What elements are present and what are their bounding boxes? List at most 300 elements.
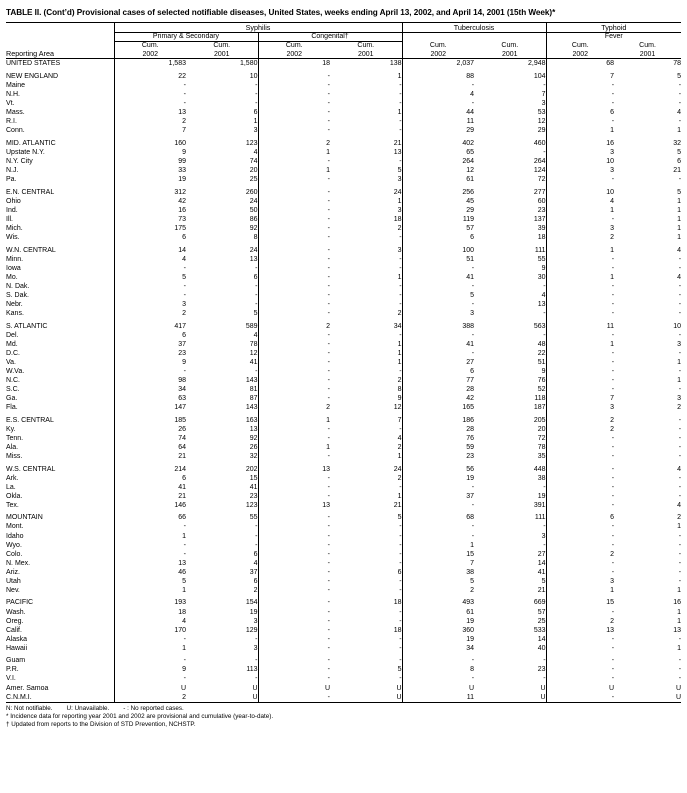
row-value: 460 xyxy=(533,139,546,147)
row-value: - xyxy=(255,532,258,540)
row-value: 2 xyxy=(397,310,402,318)
row-value: 3 xyxy=(402,309,474,318)
row-value: 1 xyxy=(677,215,682,223)
row-value: - xyxy=(678,176,682,184)
row-value: - xyxy=(678,349,682,357)
row-value: - xyxy=(402,532,474,541)
row-value: 73 xyxy=(114,215,186,224)
row-value: - xyxy=(678,483,682,491)
row-value: - xyxy=(255,301,258,309)
row-value: 50 xyxy=(249,206,258,214)
row-value: 23 xyxy=(537,666,546,674)
row-value: 76 xyxy=(537,377,546,385)
table-row xyxy=(6,568,681,577)
table-row xyxy=(6,674,681,683)
row-value: 41 xyxy=(402,273,474,282)
row-value: 13 xyxy=(114,559,186,568)
row-value: 98 xyxy=(114,376,186,385)
row-value: - xyxy=(114,291,186,300)
row-value: 27 xyxy=(402,358,474,367)
row-value: - xyxy=(402,522,474,531)
row-value: 19 xyxy=(402,617,474,626)
row-value: 5 xyxy=(397,167,402,175)
row-value: - xyxy=(678,577,682,585)
row-value: 41 xyxy=(402,340,474,349)
table-row xyxy=(6,157,681,166)
row-value: 40 xyxy=(537,644,546,652)
table-row xyxy=(6,300,681,309)
row-value: - xyxy=(546,349,614,358)
row-value: 391 xyxy=(533,501,546,509)
row-value: - xyxy=(678,91,682,99)
row-value: 124 xyxy=(533,167,546,175)
row-area-label: W.S. CENTRAL xyxy=(6,465,56,473)
row-value: 1 xyxy=(258,443,330,452)
row-area-label: Mo. xyxy=(6,273,18,281)
row-area-label: E.S. CENTRAL xyxy=(6,416,54,424)
table-row xyxy=(6,117,681,126)
table-row xyxy=(6,126,681,135)
row-value: 402 xyxy=(402,139,474,148)
table-row xyxy=(6,665,681,674)
row-value: - xyxy=(678,434,682,442)
row-value: 24 xyxy=(249,197,258,205)
row-area-label: Nev. xyxy=(6,586,20,594)
row-value: 6 xyxy=(253,273,258,281)
row-value: 160 xyxy=(114,139,186,148)
row-value: - xyxy=(546,215,614,224)
row-value: 205 xyxy=(533,416,546,424)
table-row xyxy=(6,340,681,349)
row-value: 13 xyxy=(258,501,330,510)
row-value: - xyxy=(546,255,614,264)
row-value: - xyxy=(543,483,546,491)
row-value: - xyxy=(546,674,614,683)
table-bottom-rule xyxy=(6,702,681,703)
row-value: - xyxy=(399,82,402,90)
row-value: 1 xyxy=(397,273,402,281)
row-value: 3 xyxy=(114,300,186,309)
header-col-tb-2002: 2002 xyxy=(402,49,474,59)
row-value: - xyxy=(258,255,330,264)
row-area-label: Tenn. xyxy=(6,434,24,442)
row-value: - xyxy=(678,657,682,665)
row-value: 3 xyxy=(397,206,402,214)
table-row xyxy=(6,403,681,412)
header-col-cong-2001: 2001 xyxy=(330,49,402,59)
footnote-dagger: † Updated from reports to the Division of STD Prevention, NCHSTP. xyxy=(6,721,196,729)
row-value: - xyxy=(546,117,614,126)
row-value: - xyxy=(258,376,330,385)
table-row xyxy=(6,452,681,461)
row-value: - xyxy=(258,434,330,443)
row-value: - xyxy=(678,425,682,433)
row-value: - xyxy=(258,99,330,108)
row-value: 8 xyxy=(397,386,402,394)
row-value: U xyxy=(540,684,546,692)
row-value: 7 xyxy=(546,394,614,403)
row-value: 1 xyxy=(546,340,614,349)
row-value: 29 xyxy=(402,126,474,135)
row-value: - xyxy=(258,90,330,99)
table-row xyxy=(6,550,681,559)
row-value: 72 xyxy=(537,176,546,184)
table-body xyxy=(6,59,681,702)
row-value: 2 xyxy=(114,693,186,702)
row-value: 2 xyxy=(677,404,682,412)
header-col-tb-2001: 2001 xyxy=(474,49,546,59)
row-value: 187 xyxy=(533,404,546,412)
row-value: - xyxy=(399,541,402,549)
table-row xyxy=(6,416,681,425)
row-area-label: Hawaii xyxy=(6,644,28,652)
row-value: - xyxy=(258,81,330,90)
row-value: - xyxy=(258,385,330,394)
row-value: 25 xyxy=(537,617,546,625)
row-value: 2 xyxy=(402,586,474,595)
table-row xyxy=(6,358,681,367)
row-value: 1,583 xyxy=(114,59,186,69)
row-value: 1 xyxy=(114,644,186,653)
header-col-cum-cong-2001-l1: Cum. xyxy=(357,41,375,49)
row-value: 5 xyxy=(253,310,258,318)
row-value: - xyxy=(258,577,330,586)
row-area-label: Mont. xyxy=(6,523,24,531)
row-value: 9 xyxy=(114,358,186,367)
row-value: 68 xyxy=(546,59,614,69)
row-value: 13 xyxy=(114,108,186,117)
row-value: 4 xyxy=(253,331,258,339)
row-value: - xyxy=(678,255,682,263)
row-value: 123 xyxy=(245,139,258,147)
row-value: - xyxy=(399,425,402,433)
row-value: 52 xyxy=(537,386,546,394)
row-value: - xyxy=(258,541,330,550)
table-row xyxy=(6,206,681,215)
row-value: - xyxy=(258,188,330,197)
row-area-label: S. ATLANTIC xyxy=(6,322,48,330)
row-value: - xyxy=(255,291,258,299)
row-value: - xyxy=(399,234,402,242)
row-value: 4 xyxy=(677,109,682,117)
table-row xyxy=(6,376,681,385)
table-row xyxy=(6,215,681,224)
row-value: 41 xyxy=(249,358,258,366)
row-value: - xyxy=(258,126,330,135)
row-value: - xyxy=(258,273,330,282)
row-value: 4 xyxy=(677,273,682,281)
row-area-label: Ga. xyxy=(6,395,18,403)
row-value: 26 xyxy=(114,425,186,434)
row-value: - xyxy=(258,300,330,309)
row-value: 45 xyxy=(402,197,474,206)
row-value: 100 xyxy=(402,246,474,255)
row-value: - xyxy=(399,577,402,585)
row-value: - xyxy=(258,175,330,184)
row-value: 104 xyxy=(533,73,546,81)
row-value: - xyxy=(258,340,330,349)
row-value: 1 xyxy=(677,225,682,233)
row-value: 18 xyxy=(393,626,402,634)
row-value: - xyxy=(258,246,330,255)
row-value: 147 xyxy=(114,403,186,412)
row-value: 30 xyxy=(537,273,546,281)
row-value: 1 xyxy=(677,523,682,531)
row-area-label: Miss. xyxy=(6,453,23,461)
row-value: - xyxy=(546,309,614,318)
row-value: 417 xyxy=(114,322,186,331)
row-value: 34 xyxy=(402,644,474,653)
row-value: 1 xyxy=(677,234,682,242)
row-area-label: Fla. xyxy=(6,404,18,412)
row-value: - xyxy=(546,282,614,291)
row-value: 18 xyxy=(393,599,402,607)
row-value: 13 xyxy=(258,465,330,474)
row-value: 41 xyxy=(114,483,186,492)
row-value: 563 xyxy=(533,322,546,330)
row-value: 19 xyxy=(402,474,474,483)
row-value: 29 xyxy=(402,206,474,215)
row-area-label: Colo. xyxy=(6,550,23,558)
row-value: 1 xyxy=(397,492,402,500)
row-value: - xyxy=(258,559,330,568)
row-value: - xyxy=(258,532,330,541)
table-row xyxy=(6,443,681,452)
table-header xyxy=(6,22,681,59)
row-value: 15 xyxy=(249,474,258,482)
row-value: 6 xyxy=(677,158,682,166)
row-value: - xyxy=(543,149,546,157)
row-value: - xyxy=(258,331,330,340)
row-value: 163 xyxy=(245,416,258,424)
header-subgroup-row xyxy=(6,32,681,41)
row-value: - xyxy=(255,282,258,290)
row-value: - xyxy=(678,301,682,309)
row-value: 16 xyxy=(114,206,186,215)
row-value: - xyxy=(399,635,402,643)
row-value: 9 xyxy=(541,367,546,375)
row-value: - xyxy=(402,264,474,273)
header-col-ps-2002: 2002 xyxy=(114,49,186,59)
row-value: - xyxy=(258,656,330,665)
footnote-legend: N: Not notifiable. U: Unavailable. - : No reported cases. xyxy=(6,704,184,712)
header-col-cum-tb-2001-l1: Cum. xyxy=(501,41,519,49)
row-area-label: NEW ENGLAND xyxy=(6,73,59,81)
row-value: 1 xyxy=(546,586,614,595)
row-area-label: Ala. xyxy=(6,443,19,451)
row-area-label: Vt. xyxy=(6,100,15,108)
row-value: - xyxy=(399,675,402,683)
row-value: 12 xyxy=(537,118,546,126)
row-value: - xyxy=(114,541,186,550)
row-value: 143 xyxy=(245,377,258,385)
row-value: 32 xyxy=(673,139,682,147)
row-area-label: R.I. xyxy=(6,118,17,126)
header-col-tf-2002: 2002 xyxy=(546,49,614,59)
row-value: - xyxy=(114,635,186,644)
row-value: 3 xyxy=(546,166,614,175)
row-value: 41 xyxy=(537,568,546,576)
row-value: - xyxy=(402,99,474,108)
row-value: 16 xyxy=(546,139,614,148)
row-value: 2 xyxy=(677,514,682,522)
table-row xyxy=(6,99,681,108)
row-value: U xyxy=(396,693,402,701)
row-value: 3 xyxy=(397,246,402,254)
row-value: - xyxy=(399,264,402,272)
row-area-label: Oreg. xyxy=(6,617,24,625)
row-value: 11 xyxy=(402,117,474,126)
row-value: 3 xyxy=(541,532,546,540)
row-value: 5 xyxy=(677,73,682,81)
row-value: 15 xyxy=(402,550,474,559)
row-area-label: Nebr. xyxy=(6,301,23,309)
row-value: - xyxy=(399,608,402,616)
row-value: 1 xyxy=(677,586,682,594)
row-value: 12 xyxy=(393,404,402,412)
row-value: 6 xyxy=(114,474,186,483)
row-value: 87 xyxy=(249,395,258,403)
row-value: - xyxy=(258,550,330,559)
row-value: - xyxy=(399,617,402,625)
header-cum-row xyxy=(6,41,681,49)
row-area-label: Va. xyxy=(6,358,16,366)
row-value: 21 xyxy=(114,492,186,501)
row-value: - xyxy=(255,523,258,531)
header-year-row xyxy=(6,49,681,59)
row-value: 202 xyxy=(245,465,258,473)
row-value: 113 xyxy=(246,666,258,674)
row-value: - xyxy=(402,282,474,291)
row-value: 14 xyxy=(537,559,546,567)
row-value: 66 xyxy=(114,513,186,522)
row-area-label: N.C. xyxy=(6,377,20,385)
row-value: 1 xyxy=(546,206,614,215)
row-value: - xyxy=(258,157,330,166)
header-corner-blank xyxy=(6,22,114,32)
row-value: 74 xyxy=(114,434,186,443)
row-value: 11 xyxy=(402,693,474,702)
row-value: 86 xyxy=(249,215,258,223)
row-value: 6 xyxy=(546,513,614,522)
row-value: 6 xyxy=(402,233,474,242)
row-value: - xyxy=(546,376,614,385)
header-group-syphilis: Syphilis xyxy=(114,22,402,32)
row-value: - xyxy=(114,264,186,273)
table-row xyxy=(6,644,681,653)
table-row xyxy=(6,559,681,568)
row-value: - xyxy=(399,657,402,665)
row-value: - xyxy=(255,541,258,549)
row-value: 6 xyxy=(114,331,186,340)
row-value: 2 xyxy=(546,425,614,434)
row-value: - xyxy=(258,483,330,492)
header-col-cum-ps-2001-l1: Cum. xyxy=(213,41,231,49)
row-area-label: Okla. xyxy=(6,492,23,500)
row-value: - xyxy=(402,656,474,665)
row-value: 10 xyxy=(673,322,682,330)
row-value: 39 xyxy=(537,225,546,233)
header-blank-3 xyxy=(6,41,114,49)
row-value: 2 xyxy=(546,617,614,626)
row-value: 589 xyxy=(245,322,258,330)
row-value: 21 xyxy=(673,167,682,175)
row-area-label: Ohio xyxy=(6,197,21,205)
row-value: 165 xyxy=(402,403,474,412)
table-row xyxy=(6,246,681,255)
row-value: 78 xyxy=(249,340,258,348)
row-area-label: Calif. xyxy=(6,626,22,634)
row-value: - xyxy=(678,492,682,500)
row-value: - xyxy=(399,100,402,108)
table-row xyxy=(6,322,681,331)
row-area-label: Ill. xyxy=(6,215,13,223)
row-value: 60 xyxy=(537,197,546,205)
header-col-cum-cong-2002-l1: Cum. xyxy=(258,41,330,49)
row-area-label: Ind. xyxy=(6,206,18,214)
row-value: 10 xyxy=(546,157,614,166)
row-value: - xyxy=(258,568,330,577)
header-blank-2 xyxy=(6,32,114,41)
row-value: 2,948 xyxy=(528,60,546,68)
row-value: - xyxy=(546,559,614,568)
row-value: - xyxy=(402,501,474,510)
row-value: - xyxy=(255,635,258,643)
row-value: - xyxy=(258,452,330,461)
table-row xyxy=(6,148,681,157)
row-value: 1 xyxy=(114,532,186,541)
row-value: 193 xyxy=(114,598,186,607)
row-value: - xyxy=(546,474,614,483)
row-value: 5 xyxy=(397,666,402,674)
row-value: 57 xyxy=(537,608,546,616)
header-group-tuberculosis: Tuberculosis xyxy=(402,22,546,32)
row-value: 18 xyxy=(114,608,186,617)
row-area-label: Mich. xyxy=(6,225,23,233)
header-group-typhoid-fever: Typhoid xyxy=(546,22,681,32)
row-value: - xyxy=(402,81,474,90)
row-value: 1 xyxy=(546,126,614,135)
row-value: - xyxy=(678,453,682,461)
row-value: 33 xyxy=(114,166,186,175)
row-value: - xyxy=(546,608,614,617)
row-value: - xyxy=(258,394,330,403)
row-value: 24 xyxy=(393,188,402,196)
row-value: 23 xyxy=(537,206,546,214)
row-value: 1 xyxy=(546,246,614,255)
row-value: 1 xyxy=(677,127,682,135)
row-value: 6 xyxy=(253,577,258,585)
row-value: - xyxy=(399,483,402,491)
row-value: 12 xyxy=(402,166,474,175)
row-value: - xyxy=(678,82,682,90)
header-subgroup-typhoid-line2: Fever xyxy=(546,32,681,41)
row-value: - xyxy=(399,331,402,339)
row-value: 26 xyxy=(249,443,258,451)
row-value: - xyxy=(546,434,614,443)
footnotes xyxy=(6,705,681,730)
row-value: 11 xyxy=(546,322,614,331)
row-value: 143 xyxy=(245,404,258,412)
row-value: 24 xyxy=(249,246,258,254)
row-value: - xyxy=(399,127,402,135)
row-value: - xyxy=(399,367,402,375)
table-row xyxy=(6,626,681,635)
row-area-label: Ky. xyxy=(6,425,16,433)
row-value: 13 xyxy=(546,626,614,635)
table-row xyxy=(6,81,681,90)
row-value: U xyxy=(396,684,402,692)
